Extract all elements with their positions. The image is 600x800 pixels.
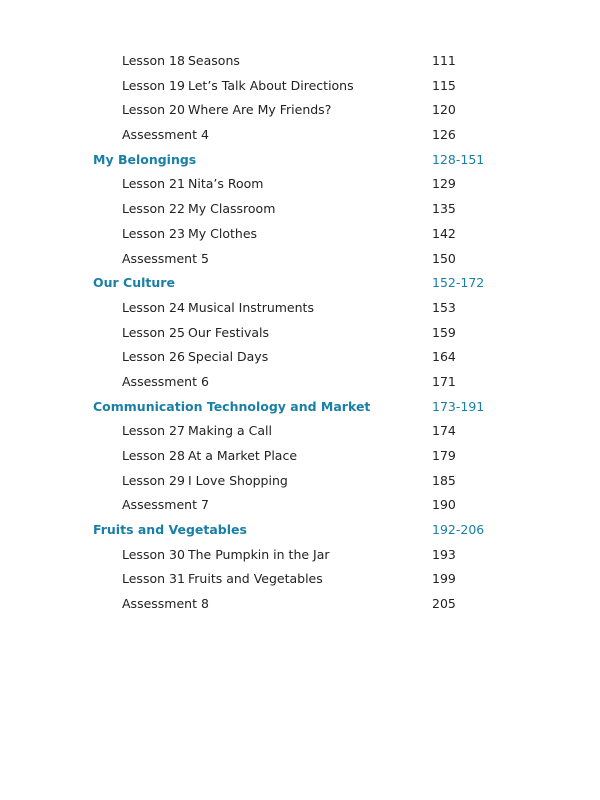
lesson-number: Lesson 25 [122, 324, 185, 340]
lesson-title: Special Days [188, 349, 269, 365]
assessment-title: Assessment 8 [122, 596, 209, 612]
page-number: 185 [432, 472, 456, 488]
assessment-title: Assessment 7 [122, 497, 209, 513]
toc-lesson-row [0, 98, 600, 123]
lesson-title: My Clothes [188, 225, 258, 241]
page-range: 128-151 [432, 151, 485, 167]
table-of-contents [0, 49, 600, 617]
lesson-number: Lesson 30 [122, 546, 185, 562]
page-number: 129 [432, 176, 456, 192]
lesson-title: Musical Instruments [188, 299, 314, 315]
page-number: 205 [432, 596, 456, 612]
page-number: 142 [432, 225, 456, 241]
toc-lesson-row [0, 444, 600, 469]
lesson-number: Lesson 22 [122, 201, 185, 217]
page-number: 150 [432, 250, 456, 266]
page-number: 126 [432, 127, 456, 143]
toc-unit-heading [0, 148, 600, 173]
lesson-number: Lesson 29 [122, 472, 185, 488]
page-number: 111 [432, 53, 456, 68]
page-range: 192-206 [432, 522, 485, 538]
toc-lesson-row [0, 469, 600, 494]
page-range: 152-172 [432, 275, 485, 291]
toc-assessment-row [0, 493, 600, 518]
lesson-title: At a Market Place [188, 448, 298, 463]
page-number: 174 [432, 423, 456, 439]
unit-title: Our Culture [93, 275, 175, 291]
lesson-number: Lesson 19 [122, 77, 185, 93]
toc-assessment-row [0, 592, 600, 617]
lesson-number: Lesson 28 [122, 448, 185, 463]
lesson-number: Lesson 21 [122, 176, 185, 192]
toc-lesson-row [0, 197, 600, 222]
toc-lesson-row [0, 172, 600, 197]
toc-unit-heading [0, 271, 600, 296]
assessment-title: Assessment 6 [122, 373, 209, 389]
toc-lesson-row [0, 419, 600, 444]
page-number: 164 [432, 349, 456, 365]
lesson-number: Lesson 20 [122, 102, 185, 118]
lesson-title: Let’s Talk About Directions [188, 77, 354, 93]
toc-lesson-row [0, 321, 600, 346]
page-number: 120 [432, 102, 456, 118]
toc-unit-heading [0, 395, 600, 420]
unit-title: Fruits and Vegetables [93, 522, 247, 538]
toc-lesson-row [0, 222, 600, 247]
lesson-number: Lesson 24 [122, 299, 185, 315]
page-number: 171 [432, 373, 456, 389]
page-number: 193 [432, 546, 456, 562]
lesson-number: Lesson 23 [122, 225, 185, 241]
lesson-number: Lesson 27 [122, 423, 185, 439]
toc-assessment-row [0, 123, 600, 148]
lesson-title: I Love Shopping [188, 472, 288, 488]
lesson-title: The Pumpkin in the Jar [188, 546, 330, 562]
lesson-title: Nita’s Room [188, 176, 264, 192]
lesson-title: Fruits and Vegetables [188, 571, 323, 587]
assessment-title: Assessment 5 [122, 250, 209, 266]
page-number: 135 [432, 201, 456, 217]
page-number: 153 [432, 299, 456, 315]
toc-lesson-row [0, 567, 600, 592]
toc-lesson-row [0, 296, 600, 321]
toc-lesson-row [0, 345, 600, 370]
page-range: 173-191 [432, 398, 485, 414]
lesson-number: Lesson 26 [122, 349, 185, 365]
toc-unit-heading [0, 518, 600, 543]
toc-assessment-row [0, 370, 600, 395]
page-number: 115 [432, 77, 456, 93]
page-number: 199 [432, 571, 456, 587]
unit-title: My Belongings [93, 151, 197, 167]
lesson-title: Seasons [188, 53, 240, 68]
page-number: 190 [432, 497, 456, 513]
lesson-number: Lesson 18 [122, 53, 185, 68]
toc-assessment-row [0, 247, 600, 272]
lesson-title: Making a Call [188, 423, 272, 439]
toc-lesson-row [0, 49, 600, 74]
lesson-title: My Classroom [188, 201, 276, 217]
lesson-title: Our Festivals [188, 324, 269, 340]
toc-lesson-row [0, 74, 600, 99]
toc-lesson-row [0, 543, 600, 568]
assessment-title: Assessment 4 [122, 127, 209, 143]
unit-title: Communication Technology and Market [93, 398, 371, 414]
lesson-number: Lesson 31 [122, 571, 185, 587]
page-number: 179 [432, 448, 456, 463]
page-number: 159 [432, 324, 456, 340]
lesson-title: Where Are My Friends? [188, 102, 332, 118]
